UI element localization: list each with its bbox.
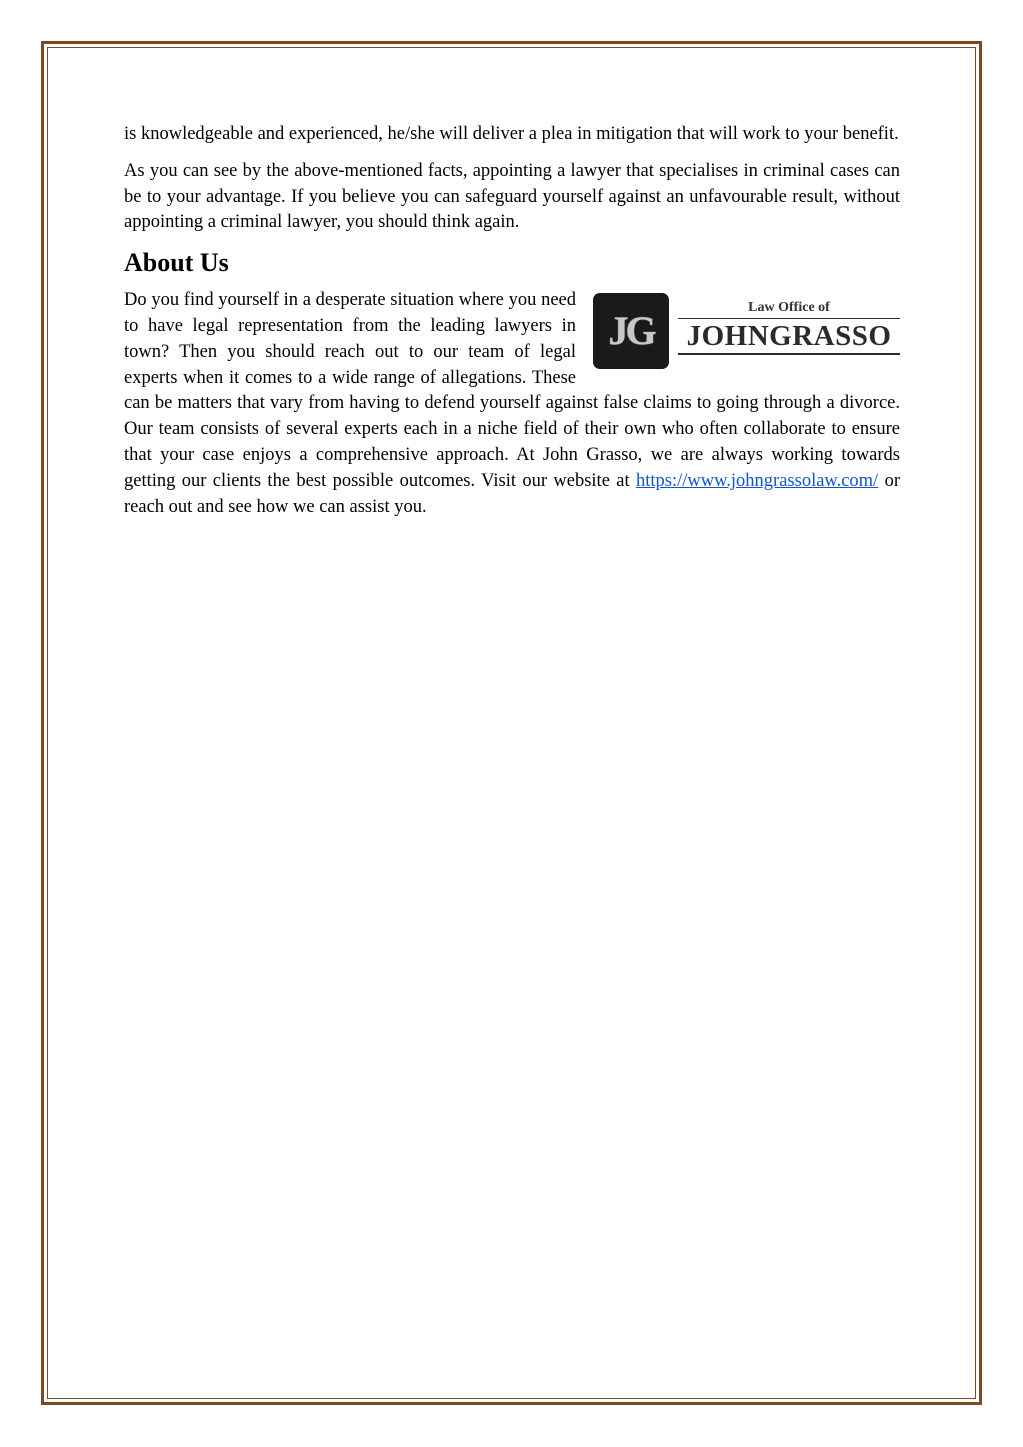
website-link[interactable]: https://www.johngrassolaw.com/ (636, 470, 879, 491)
logo-small-text: Law Office of (748, 300, 830, 316)
jg-monogram-icon (593, 293, 669, 369)
logo-name-part2: GRASSO (769, 320, 892, 353)
logo-monogram: JG (608, 308, 654, 354)
logo-name (678, 320, 900, 352)
about-heading: About Us (124, 248, 229, 278)
law-office-logo (590, 288, 900, 368)
logo-rule-bottom (678, 353, 900, 355)
about-text-before-link: Do you find yourself in a desperate situation where you need to have legal representation from the leading lawyers in town? Then you should reach out to our team of legal experts when it comes to a wide range of allegations. These can be matters that vary from having to defend yourself against false claims to going through a divorce. Our team consists of several experts each in a niche field of their own who often collaborate to ensure that your case enjoys a comprehensive approach. At John Grasso, we are always working towards getting our clients the best possible outcomes. Visit our website at (124, 290, 900, 491)
document-body (124, 122, 900, 531)
intro-paragraph-2: As you can see by the above-mentioned facts, appointing a lawyer that specialises in criminal cases can be to your advantage. If you believe you can safeguard yourself against an unfavourable result, without appointing a criminal lawyer, you should think again. (124, 160, 900, 233)
about-paragraph (124, 288, 900, 520)
intro-paragraph-1: is knowledgeable and experienced, he/she will deliver a plea in mitigation that will work to your benefit. (124, 124, 899, 144)
logo-rule-top (678, 318, 900, 319)
about-text-after-link: or reach out and see how we can assist you. (124, 470, 900, 517)
logo-name-part1: JOHN (686, 320, 770, 353)
logo-wordmark (678, 300, 900, 355)
